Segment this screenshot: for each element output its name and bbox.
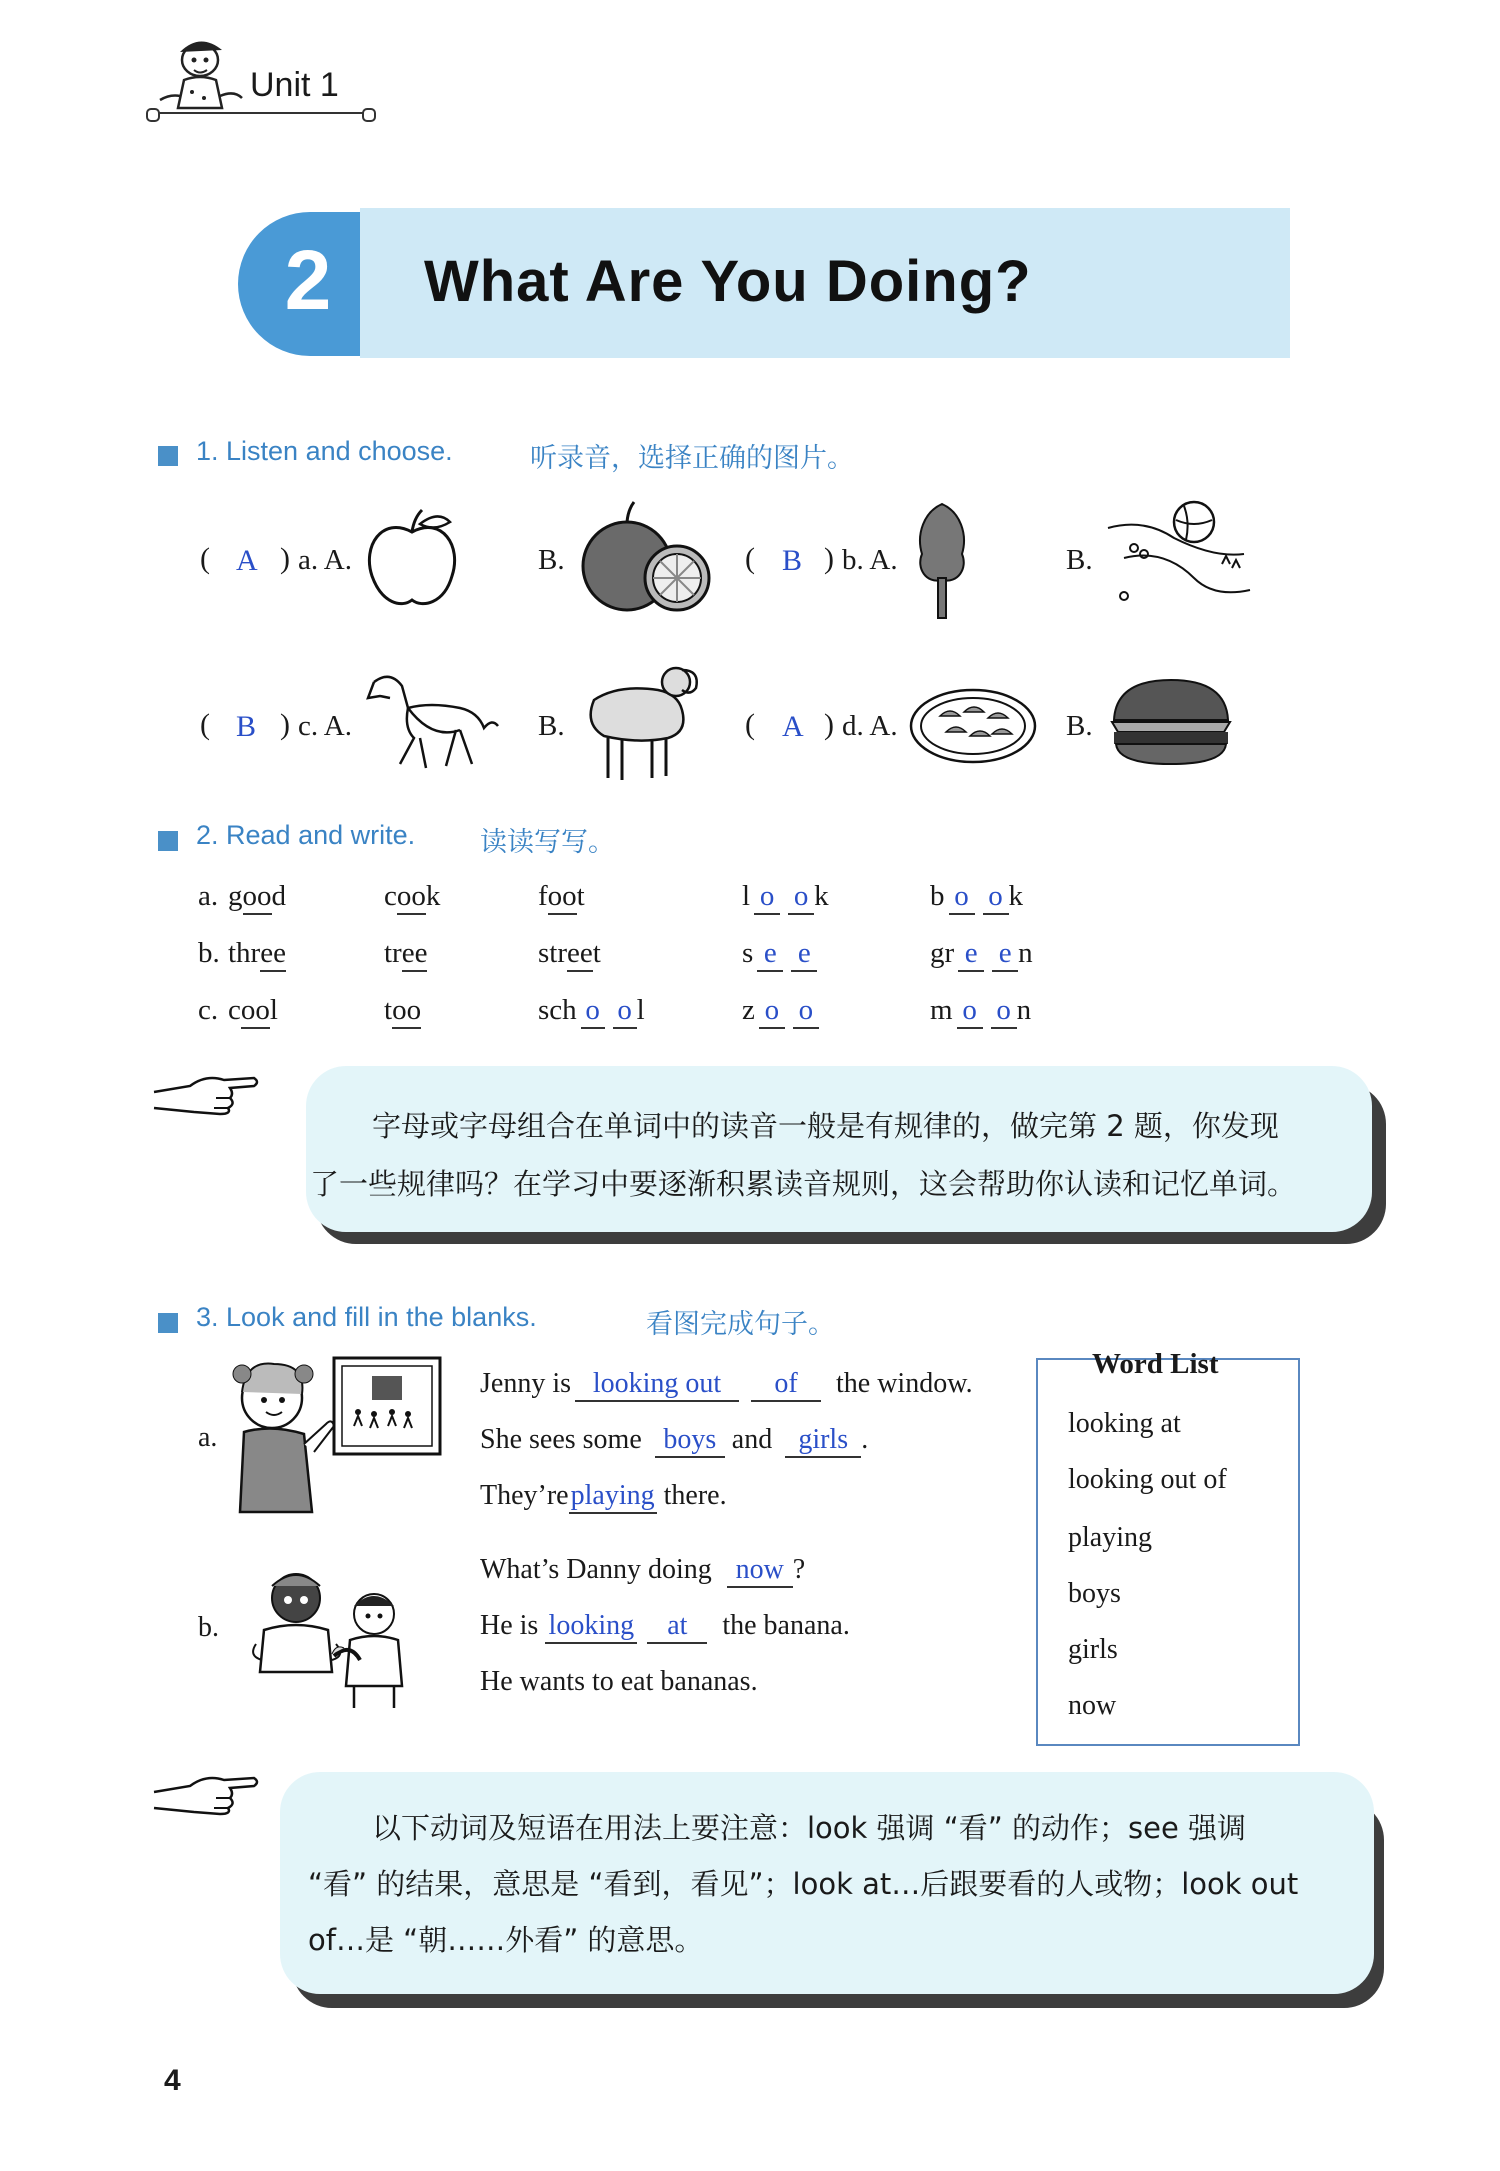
rw-blank-word: m o o n [930, 994, 1031, 1029]
apple-icon [362, 506, 462, 612]
word-list-item: playing [1068, 1522, 1152, 1553]
sentence-b1: What’s Danny doing now ? [480, 1554, 805, 1588]
unit-mascot-icon [150, 30, 250, 112]
word-list-item: now [1068, 1690, 1117, 1721]
tree-icon [912, 498, 972, 620]
section-marker [158, 1313, 178, 1333]
sheep-icon [578, 660, 702, 786]
section-marker [158, 831, 178, 851]
rw-row-label: b. [198, 937, 220, 969]
rw-blank-word: gr e e n [930, 937, 1033, 972]
tip-text-line: 以下动词及短语在用法上要注意：look 强调 “看” 的动作；see 强调 [372, 1811, 1247, 1845]
answer-paren-b-close: ) [824, 542, 834, 575]
section3-heading: 3. Look and fill in the blanks. [196, 1302, 537, 1332]
word-list-item: girls [1068, 1634, 1118, 1665]
section3-heading-cn: 看图完成句子。 [646, 1309, 835, 1340]
sentence-a3: They’replaying there. [480, 1480, 727, 1514]
word-list-item: boys [1068, 1578, 1121, 1609]
rw-word: sch o o l [538, 994, 645, 1029]
sentence-b2: He is looking at the banana. [480, 1610, 850, 1644]
rw-blank-word: b o o k [930, 880, 1023, 915]
header-divider-dot-left [146, 108, 160, 122]
rw-row-label: c. [198, 994, 219, 1026]
word-list-title: Word List [1092, 1348, 1219, 1380]
unit-title: Unit 1 [250, 66, 339, 104]
exercise-label-b: b. [198, 1612, 219, 1643]
lesson-title: What Are You Doing? [424, 249, 1032, 314]
dumplings-icon [908, 686, 1038, 766]
tip-text-line: of…是 “朝……外看” 的意思。 [308, 1923, 704, 1957]
section2-heading: 2. Read and write. [196, 820, 416, 850]
exercise-label-a: a. [198, 1422, 218, 1453]
tip-text-line: 字母或字母组合在单词中的读音一般是有规律的，做完第 2 题，你发现 [372, 1109, 1279, 1143]
option-label-b: b. A. [842, 544, 898, 576]
orange-icon [572, 500, 712, 615]
sentence-a1: Jenny is looking out of the window. [480, 1368, 973, 1402]
header-divider-dot-right [362, 108, 376, 122]
answer-paren-c-close: ) [280, 708, 290, 741]
rw-blank-word: l o o k [742, 880, 829, 915]
answer-a: A [236, 544, 258, 577]
option-b-label-b: B. [1066, 544, 1093, 576]
rw-word: three [228, 937, 286, 972]
answer-paren-b: ( [745, 542, 755, 575]
rw-word: too [384, 994, 421, 1029]
page-number: 4 [164, 2064, 181, 2097]
rw-blank-word: s e e [742, 937, 817, 972]
sentence-a2: She sees some boys and girls . [480, 1424, 868, 1458]
option-label-c: c. A. [298, 710, 352, 742]
rw-blank-word: z o o [742, 994, 819, 1029]
header-divider [150, 112, 365, 114]
pointing-hand-icon [150, 1068, 260, 1120]
section2-heading-cn: 读读写写。 [480, 827, 615, 858]
option-b-label-a: B. [538, 544, 565, 576]
rw-word: good [228, 880, 286, 915]
sentence-b3: He wants to eat bananas. [480, 1666, 758, 1697]
park-icon [1104, 498, 1254, 616]
section-marker [158, 446, 178, 466]
answer-paren-a-close: ) [280, 542, 290, 575]
option-label-d: d. A. [842, 710, 898, 742]
boys-with-banana-icon [250, 1560, 416, 1710]
answer-d: A [782, 710, 804, 743]
word-list-item: looking at [1068, 1408, 1181, 1439]
pointing-hand-icon [150, 1768, 260, 1820]
rw-word: foot [538, 880, 585, 915]
section1-heading-cn: 听录音，选择正确的图片。 [530, 443, 854, 474]
lesson-number: 2 [284, 233, 332, 327]
horse-icon [360, 668, 500, 778]
answer-c: B [236, 710, 257, 743]
tip-text-line: “看” 的结果，意思是 “看到，看见”；look at…后跟要看的人或物；look out [308, 1867, 1299, 1901]
rw-word: cook [384, 880, 440, 915]
rw-word: cool [228, 994, 278, 1029]
rw-word: tree [384, 937, 427, 972]
word-list-item: looking out of [1068, 1464, 1227, 1495]
option-b-label-c: B. [538, 710, 565, 742]
rw-word: street [538, 937, 601, 972]
answer-paren-d-close: ) [824, 708, 834, 741]
answer-paren-d: ( [745, 708, 755, 741]
girl-pointing-icon [222, 1352, 446, 1518]
rw-row-label: a. [198, 880, 219, 912]
hamburger-icon [1106, 676, 1236, 770]
answer-paren-c: ( [200, 708, 210, 741]
option-b-label-d: B. [1066, 710, 1093, 742]
option-label-a: a. A. [298, 544, 352, 576]
answer-b: B [782, 544, 803, 577]
section1-heading: 1. Listen and choose. [196, 436, 453, 466]
answer-paren-a: ( [200, 542, 210, 575]
tip-text-line: 了一些规律吗？在学习中要逐渐积累读音规则，这会帮助你认读和记忆单词。 [310, 1167, 1297, 1201]
